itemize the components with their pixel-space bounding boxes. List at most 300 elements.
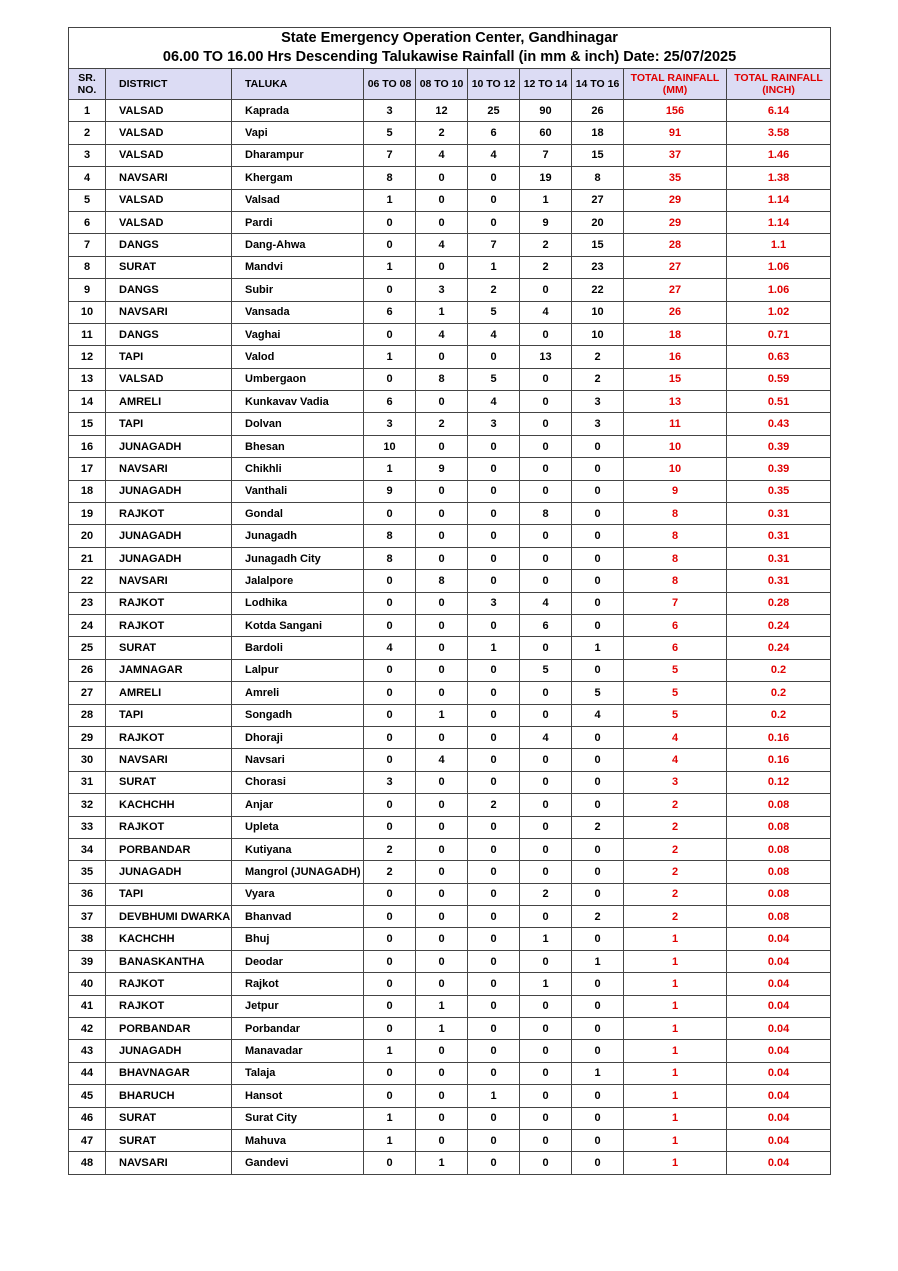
total-mm-cell: 2 [624,883,727,905]
rain-12-14-cell: 7 [520,144,572,166]
district-cell: SURAT [106,637,232,659]
table-row [69,503,831,525]
table-row [69,435,831,457]
taluka-cell: Rajkot [232,973,364,995]
total-mm-cell: 6 [624,614,727,636]
rain-10-12-cell: 3 [468,413,520,435]
rain-14-16-cell: 23 [572,256,624,278]
table-row [69,547,831,569]
rain-10-12-cell: 0 [468,838,520,860]
taluka-cell: Valsad [232,189,364,211]
total-inch-cell: 0.16 [727,749,831,771]
sr-no-cell: 20 [69,525,106,547]
total-mm-cell: 5 [624,704,727,726]
rain-08-10-cell: 0 [416,1062,468,1084]
total-mm-cell: 35 [624,167,727,189]
rain-14-16-cell: 0 [572,749,624,771]
sr-no-cell: 7 [69,234,106,256]
rain-08-10-cell: 4 [416,749,468,771]
rain-12-14-cell: 2 [520,234,572,256]
total-inch-cell: 0.16 [727,726,831,748]
rain-06-08-cell: 1 [364,256,416,278]
table-row [69,928,831,950]
rain-08-10-cell: 0 [416,547,468,569]
col-header-sr-no: SR. NO. [69,69,106,100]
rain-08-10-cell: 8 [416,368,468,390]
sr-no-cell: 30 [69,749,106,771]
col-header-12-14: 12 TO 14 [520,69,572,100]
rain-08-10-cell: 0 [416,1085,468,1107]
rain-10-12-cell: 0 [468,480,520,502]
taluka-cell: Valod [232,346,364,368]
rain-14-16-cell: 8 [572,167,624,189]
total-inch-cell: 0.51 [727,391,831,413]
rain-06-08-cell: 10 [364,435,416,457]
table-row [69,592,831,614]
rain-06-08-cell: 0 [364,726,416,748]
table-row [69,570,831,592]
total-mm-cell: 1 [624,1085,727,1107]
district-cell: VALSAD [106,144,232,166]
rain-14-16-cell: 0 [572,771,624,793]
total-inch-cell: 1.06 [727,256,831,278]
taluka-cell: Deodar [232,950,364,972]
sr-no-cell: 47 [69,1129,106,1151]
table-row [69,883,831,905]
rain-12-14-cell: 0 [520,391,572,413]
col-header-total-mm: TOTAL RAINFALL (MM) [624,69,727,100]
total-mm-cell: 4 [624,726,727,748]
rain-10-12-cell: 0 [468,167,520,189]
sr-no-cell: 26 [69,659,106,681]
rain-06-08-cell: 3 [364,100,416,122]
rain-06-08-cell: 0 [364,1152,416,1174]
district-cell: PORBANDAR [106,1018,232,1040]
taluka-cell: Gondal [232,503,364,525]
rain-14-16-cell: 2 [572,816,624,838]
rain-14-16-cell: 15 [572,234,624,256]
total-mm-cell: 10 [624,435,727,457]
rain-12-14-cell: 2 [520,883,572,905]
total-mm-cell: 7 [624,592,727,614]
total-mm-cell: 16 [624,346,727,368]
sr-no-cell: 24 [69,614,106,636]
total-inch-cell: 1.14 [727,211,831,233]
district-cell: SURAT [106,771,232,793]
rain-06-08-cell: 8 [364,167,416,189]
col-header-district: DISTRICT [106,69,232,100]
rain-14-16-cell: 2 [572,346,624,368]
total-inch-cell: 1.38 [727,167,831,189]
rain-08-10-cell: 0 [416,950,468,972]
rain-12-14-cell: 0 [520,995,572,1017]
sr-no-cell: 22 [69,570,106,592]
total-mm-cell: 18 [624,323,727,345]
district-cell: SURAT [106,1107,232,1129]
table-row [69,525,831,547]
taluka-cell: Bardoli [232,637,364,659]
rain-12-14-cell: 0 [520,413,572,435]
rain-06-08-cell: 1 [364,458,416,480]
rain-10-12-cell: 0 [468,189,520,211]
total-inch-cell: 0.04 [727,950,831,972]
total-inch-cell: 0.43 [727,413,831,435]
sr-no-cell: 9 [69,279,106,301]
sr-no-cell: 36 [69,883,106,905]
rain-06-08-cell: 0 [364,570,416,592]
rain-12-14-cell: 90 [520,100,572,122]
total-mm-cell: 1 [624,1107,727,1129]
table-row [69,973,831,995]
rain-08-10-cell: 12 [416,100,468,122]
table-row [69,950,831,972]
table-row [69,749,831,771]
rain-08-10-cell: 3 [416,279,468,301]
sr-no-cell: 44 [69,1062,106,1084]
district-cell: NAVSARI [106,749,232,771]
rain-06-08-cell: 0 [364,234,416,256]
rain-08-10-cell: 4 [416,234,468,256]
table-row [69,704,831,726]
table-row [69,211,831,233]
rain-08-10-cell: 0 [416,614,468,636]
rain-10-12-cell: 0 [468,547,520,569]
taluka-cell: Dharampur [232,144,364,166]
district-cell: JUNAGADH [106,547,232,569]
rain-14-16-cell: 0 [572,480,624,502]
rain-08-10-cell: 4 [416,323,468,345]
taluka-cell: Dhoraji [232,726,364,748]
taluka-cell: Jalalpore [232,570,364,592]
rain-14-16-cell: 0 [572,1152,624,1174]
rain-14-16-cell: 1 [572,950,624,972]
rain-14-16-cell: 1 [572,637,624,659]
total-inch-cell: 0.04 [727,1018,831,1040]
sr-no-cell: 10 [69,301,106,323]
sr-no-cell: 16 [69,435,106,457]
total-inch-cell: 0.35 [727,480,831,502]
sr-no-cell: 32 [69,794,106,816]
total-inch-cell: 0.24 [727,614,831,636]
taluka-cell: Vaghai [232,323,364,345]
taluka-cell: Umbergaon [232,368,364,390]
taluka-cell: Chikhli [232,458,364,480]
total-mm-cell: 15 [624,368,727,390]
rain-10-12-cell: 3 [468,592,520,614]
rain-12-14-cell: 0 [520,547,572,569]
rain-14-16-cell: 0 [572,570,624,592]
rain-06-08-cell: 0 [364,323,416,345]
district-cell: RAJKOT [106,995,232,1017]
taluka-cell: Hansot [232,1085,364,1107]
rain-14-16-cell: 0 [572,435,624,457]
district-cell: BANASKANTHA [106,950,232,972]
district-cell: TAPI [106,883,232,905]
district-cell: TAPI [106,346,232,368]
rain-10-12-cell: 1 [468,256,520,278]
rain-10-12-cell: 1 [468,637,520,659]
rain-06-08-cell: 9 [364,480,416,502]
table-row [69,1152,831,1174]
rain-06-08-cell: 0 [364,749,416,771]
total-mm-cell: 8 [624,503,727,525]
district-cell: BHARUCH [106,1085,232,1107]
rain-12-14-cell: 0 [520,794,572,816]
rain-06-08-cell: 0 [364,995,416,1017]
sr-no-cell: 19 [69,503,106,525]
table-row [69,816,831,838]
rain-10-12-cell: 0 [468,1062,520,1084]
table-row [69,256,831,278]
rain-14-16-cell: 3 [572,413,624,435]
col-header-08-10: 08 TO 10 [416,69,468,100]
taluka-cell: Bhesan [232,435,364,457]
rain-12-14-cell: 0 [520,1107,572,1129]
rain-12-14-cell: 0 [520,1152,572,1174]
taluka-cell: Bhanvad [232,906,364,928]
district-cell: RAJKOT [106,592,232,614]
district-cell: KACHCHH [106,794,232,816]
rain-12-14-cell: 1 [520,189,572,211]
total-inch-cell: 0.31 [727,547,831,569]
rain-12-14-cell: 0 [520,323,572,345]
rain-12-14-cell: 0 [520,637,572,659]
table-row [69,614,831,636]
rain-06-08-cell: 2 [364,838,416,860]
rain-12-14-cell: 19 [520,167,572,189]
district-cell: RAJKOT [106,503,232,525]
taluka-cell: Vyara [232,883,364,905]
district-cell: NAVSARI [106,1152,232,1174]
title-line-2: 06.00 TO 16.00 Hrs Descending Talukawise Rainfall (in mm & inch) Date: 25/07/2025 [162,49,737,65]
sr-no-cell: 21 [69,547,106,569]
rain-14-16-cell: 0 [572,838,624,860]
table-row [69,100,831,122]
rain-08-10-cell: 1 [416,1152,468,1174]
rain-10-12-cell: 0 [468,816,520,838]
rain-10-12-cell: 0 [468,861,520,883]
rain-06-08-cell: 5 [364,122,416,144]
total-mm-cell: 2 [624,906,727,928]
report-title [69,28,831,69]
rain-10-12-cell: 0 [468,771,520,793]
rain-10-12-cell: 0 [468,614,520,636]
rain-12-14-cell: 0 [520,525,572,547]
total-inch-cell: 0.04 [727,1129,831,1151]
total-inch-cell: 0.2 [727,682,831,704]
total-mm-cell: 11 [624,413,727,435]
rain-06-08-cell: 1 [364,1107,416,1129]
rain-12-14-cell: 2 [520,256,572,278]
taluka-cell: Vapi [232,122,364,144]
rain-10-12-cell: 0 [468,503,520,525]
rain-06-08-cell: 1 [364,189,416,211]
taluka-cell: Khergam [232,167,364,189]
total-mm-cell: 29 [624,211,727,233]
rain-14-16-cell: 3 [572,391,624,413]
rain-06-08-cell: 0 [364,1062,416,1084]
taluka-cell: Subir [232,279,364,301]
taluka-cell: Gandevi [232,1152,364,1174]
rain-08-10-cell: 0 [416,906,468,928]
total-mm-cell: 5 [624,682,727,704]
taluka-cell: Mangrol (JUNAGADH) [232,861,364,883]
rain-08-10-cell: 0 [416,503,468,525]
rain-14-16-cell: 0 [572,883,624,905]
taluka-cell: Junagadh [232,525,364,547]
total-inch-cell: 0.31 [727,570,831,592]
rain-06-08-cell: 8 [364,525,416,547]
rain-06-08-cell: 0 [364,973,416,995]
district-cell: VALSAD [106,189,232,211]
total-mm-cell: 1 [624,928,727,950]
district-cell: RAJKOT [106,726,232,748]
rain-08-10-cell: 0 [416,592,468,614]
total-mm-cell: 10 [624,458,727,480]
rain-10-12-cell: 25 [468,100,520,122]
rain-10-12-cell: 0 [468,906,520,928]
total-inch-cell: 3.58 [727,122,831,144]
rain-10-12-cell: 0 [468,883,520,905]
total-mm-cell: 2 [624,861,727,883]
total-mm-cell: 1 [624,973,727,995]
rain-12-14-cell: 0 [520,435,572,457]
total-mm-cell: 156 [624,100,727,122]
taluka-cell: Mandvi [232,256,364,278]
sr-no-cell: 40 [69,973,106,995]
table-row [69,480,831,502]
rain-08-10-cell: 0 [416,816,468,838]
rain-08-10-cell: 1 [416,301,468,323]
rain-12-14-cell: 0 [520,1018,572,1040]
rain-12-14-cell: 6 [520,614,572,636]
sr-no-cell: 43 [69,1040,106,1062]
district-cell: AMRELI [106,682,232,704]
total-inch-cell: 1.46 [727,144,831,166]
district-cell: KACHCHH [106,928,232,950]
rain-06-08-cell: 0 [364,704,416,726]
total-mm-cell: 6 [624,637,727,659]
rain-08-10-cell: 0 [416,480,468,502]
table-row [69,301,831,323]
rain-14-16-cell: 15 [572,144,624,166]
rainfall-table [68,27,831,1175]
rain-14-16-cell: 0 [572,614,624,636]
rain-10-12-cell: 0 [468,659,520,681]
sr-no-cell: 25 [69,637,106,659]
table-row [69,391,831,413]
district-cell: RAJKOT [106,816,232,838]
total-mm-cell: 2 [624,838,727,860]
rain-10-12-cell: 0 [468,973,520,995]
sr-no-cell: 13 [69,368,106,390]
total-mm-cell: 5 [624,659,727,681]
taluka-cell: Vansada [232,301,364,323]
sr-no-cell: 27 [69,682,106,704]
total-mm-cell: 1 [624,1062,727,1084]
rain-06-08-cell: 0 [364,1018,416,1040]
total-inch-cell: 1.02 [727,301,831,323]
table-row [69,771,831,793]
sr-no-cell: 14 [69,391,106,413]
rain-14-16-cell: 0 [572,1129,624,1151]
district-cell: DEVBHUMI DWARKA [106,906,232,928]
rain-14-16-cell: 0 [572,1018,624,1040]
rain-12-14-cell: 1 [520,928,572,950]
rain-08-10-cell: 0 [416,838,468,860]
total-mm-cell: 8 [624,525,727,547]
rain-12-14-cell: 0 [520,1040,572,1062]
rain-08-10-cell: 1 [416,1018,468,1040]
taluka-cell: Porbandar [232,1018,364,1040]
rain-08-10-cell: 4 [416,144,468,166]
rain-08-10-cell: 0 [416,861,468,883]
total-inch-cell: 0.08 [727,861,831,883]
rain-08-10-cell: 0 [416,659,468,681]
total-inch-cell: 6.14 [727,100,831,122]
rain-12-14-cell: 0 [520,1062,572,1084]
sr-no-cell: 33 [69,816,106,838]
rain-08-10-cell: 0 [416,1107,468,1129]
district-cell: JUNAGADH [106,525,232,547]
sr-no-cell: 29 [69,726,106,748]
total-mm-cell: 8 [624,547,727,569]
rain-08-10-cell: 1 [416,704,468,726]
table-row [69,234,831,256]
district-cell: DANGS [106,279,232,301]
table-row [69,682,831,704]
district-cell: DANGS [106,234,232,256]
sr-no-cell: 46 [69,1107,106,1129]
table-row [69,144,831,166]
total-inch-cell: 0.08 [727,838,831,860]
taluka-cell: Lodhika [232,592,364,614]
table-row [69,726,831,748]
rain-12-14-cell: 0 [520,368,572,390]
total-inch-cell: 0.04 [727,1152,831,1174]
total-inch-cell: 0.08 [727,794,831,816]
rain-12-14-cell: 0 [520,816,572,838]
sr-no-cell: 4 [69,167,106,189]
rain-14-16-cell: 20 [572,211,624,233]
rain-06-08-cell: 0 [364,368,416,390]
table-row [69,458,831,480]
table-row [69,368,831,390]
rain-12-14-cell: 0 [520,749,572,771]
rain-12-14-cell: 0 [520,1085,572,1107]
rain-08-10-cell: 0 [416,256,468,278]
rain-06-08-cell: 0 [364,906,416,928]
sr-no-cell: 39 [69,950,106,972]
rain-14-16-cell: 5 [572,682,624,704]
rain-14-16-cell: 0 [572,1085,624,1107]
rain-12-14-cell: 0 [520,570,572,592]
rain-10-12-cell: 0 [468,704,520,726]
taluka-cell: Vanthali [232,480,364,502]
table-row [69,1018,831,1040]
table-row [69,995,831,1017]
total-inch-cell: 0.04 [727,973,831,995]
rain-14-16-cell: 0 [572,503,624,525]
total-mm-cell: 37 [624,144,727,166]
rain-10-12-cell: 0 [468,211,520,233]
sr-no-cell: 31 [69,771,106,793]
rain-10-12-cell: 0 [468,1040,520,1062]
rain-08-10-cell: 0 [416,167,468,189]
table-row [69,323,831,345]
rain-12-14-cell: 4 [520,301,572,323]
taluka-cell: Surat City [232,1107,364,1129]
